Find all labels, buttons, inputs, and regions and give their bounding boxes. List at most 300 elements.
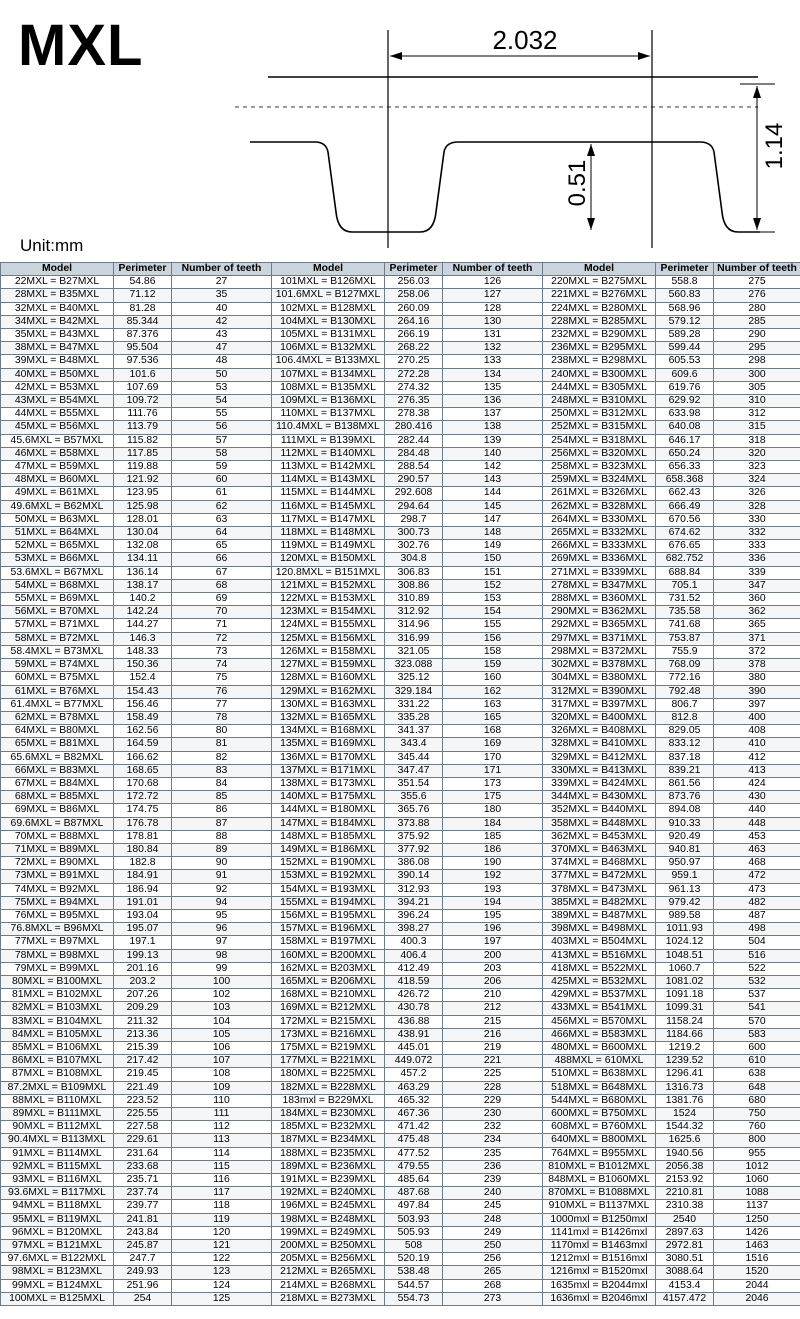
table-row (1, 421, 800, 434)
cell-model: 518MXL = B648MXL (543, 1081, 656, 1094)
cell-teeth: 184 (443, 817, 543, 830)
cell-model: 155MXL = B194MXL (272, 896, 385, 909)
cell-perimeter: 264.16 (385, 315, 443, 328)
cell-model: 130MXL = B163MXL (272, 698, 385, 711)
cell-model: 154MXL = B193MXL (272, 883, 385, 896)
cell-perimeter: 449.072 (385, 1055, 443, 1068)
cell-perimeter: 85.344 (114, 315, 172, 328)
cell-teeth: 105 (172, 1028, 272, 1041)
cell-model: 67MXL = B84MXL (1, 777, 114, 790)
cell-model: 1141mxl = B1426mxl (543, 1226, 656, 1239)
cell-perimeter: 375.92 (385, 830, 443, 843)
cell-teeth: 48 (172, 355, 272, 368)
cell-model: 248MXL = B310MXL (543, 395, 656, 408)
cell-model: 61.4MXL = B77MXL (1, 698, 114, 711)
table-row (1, 1147, 800, 1160)
cell-model: 120.8MXL = B151MXL (272, 566, 385, 579)
cell-teeth: 65 (172, 540, 272, 553)
cell-perimeter: 239.77 (114, 1200, 172, 1213)
cell-perimeter: 705.1 (656, 579, 714, 592)
cell-model: 82MXL = B103MXL (1, 1002, 114, 1015)
cell-perimeter: 979.42 (656, 896, 714, 909)
table-row (1, 474, 800, 487)
cell-perimeter: 329.184 (385, 685, 443, 698)
cell-teeth: 75 (172, 672, 272, 685)
cell-model: 43MXL = B54MXL (1, 395, 114, 408)
cell-model: 810MXL = B1012MXL (543, 1160, 656, 1173)
cell-model: 22MXL = B27MXL (1, 276, 114, 289)
table-row (1, 1174, 800, 1187)
header-model: Model (543, 263, 656, 276)
cell-teeth: 67 (172, 566, 272, 579)
cell-perimeter: 292.608 (385, 487, 443, 500)
cell-model: 90.4MXL = B113MXL (1, 1134, 114, 1147)
cell-model: 385MXL = B482MXL (543, 896, 656, 909)
table-row (1, 1055, 800, 1068)
cell-model: 433MXL = B541MXL (543, 1002, 656, 1015)
cell-model: 45MXL = B56MXL (1, 421, 114, 434)
cell-model: 191MXL = B239MXL (272, 1174, 385, 1187)
cell-teeth: 232 (443, 1121, 543, 1134)
cell-perimeter: 125.98 (114, 500, 172, 513)
cell-model: 288MXL = B360MXL (543, 593, 656, 606)
cell-teeth: 80 (172, 725, 272, 738)
cell-perimeter: 101.6 (114, 368, 172, 381)
cell-teeth: 124 (172, 1279, 272, 1292)
cell-perimeter: 132.08 (114, 540, 172, 553)
cell-model: 302MXL = B378MXL (543, 659, 656, 672)
cell-model: 138MXL = B173MXL (272, 777, 385, 790)
cell-perimeter: 479.55 (385, 1160, 443, 1173)
cell-model: 259MXL = B324MXL (543, 474, 656, 487)
cell-perimeter: 599.44 (656, 342, 714, 355)
cell-model: 49MXL = B61MXL (1, 487, 114, 500)
cell-model: 97.6MXL = B122MXL (1, 1253, 114, 1266)
cell-perimeter: 910.33 (656, 817, 714, 830)
cell-teeth: 140 (443, 447, 543, 460)
table-row (1, 342, 800, 355)
cell-perimeter: 154.43 (114, 685, 172, 698)
cell-teeth: 163 (443, 698, 543, 711)
cell-teeth: 165 (443, 711, 543, 724)
cell-model: 153MXL = B192MXL (272, 870, 385, 883)
table-row (1, 645, 800, 658)
cell-teeth: 245 (443, 1200, 543, 1213)
cell-teeth: 77 (172, 698, 272, 711)
cell-teeth: 127 (443, 289, 543, 302)
table-row (1, 1253, 800, 1266)
cell-model: 100MXL = B125MXL (1, 1292, 114, 1305)
cell-perimeter: 235.71 (114, 1174, 172, 1187)
cell-model: 123MXL = B154MXL (272, 606, 385, 619)
cell-perimeter: 950.97 (656, 857, 714, 870)
cell-teeth: 448 (714, 817, 800, 830)
cell-teeth: 570 (714, 1015, 800, 1028)
cell-model: 290MXL = B362MXL (543, 606, 656, 619)
cell-model: 236MXL = B295MXL (543, 342, 656, 355)
table-row (1, 315, 800, 328)
cell-model: 870MXL = B1088MXL (543, 1187, 656, 1200)
cell-perimeter: 121.92 (114, 474, 172, 487)
cell-teeth: 397 (714, 698, 800, 711)
cell-model: 118MXL = B148MXL (272, 527, 385, 540)
cell-perimeter: 164.59 (114, 738, 172, 751)
cell-teeth: 610 (714, 1055, 800, 1068)
cell-teeth: 200 (443, 949, 543, 962)
cell-teeth: 87 (172, 817, 272, 830)
cell-perimeter: 343.4 (385, 738, 443, 751)
cell-teeth: 82 (172, 751, 272, 764)
table-row (1, 1108, 800, 1121)
cell-model: 183mxl = B229MXL (272, 1094, 385, 1107)
cell-model: 45.6MXL = B57MXL (1, 434, 114, 447)
cell-model: 99MXL = B124MXL (1, 1279, 114, 1292)
table-row (1, 1134, 800, 1147)
cell-model: 184MXL = B230MXL (272, 1108, 385, 1121)
cell-model: 254MXL = B318MXL (543, 434, 656, 447)
cell-teeth: 360 (714, 593, 800, 606)
cell-perimeter: 130.04 (114, 527, 172, 540)
cell-model: 377MXL = B472MXL (543, 870, 656, 883)
cell-teeth: 336 (714, 553, 800, 566)
cell-perimeter: 989.58 (656, 909, 714, 922)
cell-perimeter: 688.84 (656, 566, 714, 579)
cell-perimeter: 735.58 (656, 606, 714, 619)
cell-teeth: 123 (172, 1266, 272, 1279)
cell-perimeter: 272.28 (385, 368, 443, 381)
cell-perimeter: 605.53 (656, 355, 714, 368)
cell-teeth: 532 (714, 975, 800, 988)
belt-spec-table (0, 262, 800, 1306)
cell-teeth: 230 (443, 1108, 543, 1121)
cell-teeth: 62 (172, 500, 272, 513)
cell-model: 71MXL = B89MXL (1, 843, 114, 856)
cell-perimeter: 394.21 (385, 896, 443, 909)
cell-model: 378MXL = B473MXL (543, 883, 656, 896)
cell-model: 425MXL = B532MXL (543, 975, 656, 988)
cell-perimeter: 731.52 (656, 593, 714, 606)
cell-perimeter: 406.4 (385, 949, 443, 962)
table-row (1, 553, 800, 566)
cell-model: 352MXL = B440MXL (543, 804, 656, 817)
cell-teeth: 117 (172, 1187, 272, 1200)
table-row (1, 1226, 800, 1239)
cell-perimeter: 568.96 (656, 302, 714, 315)
cell-model: 185MXL = B232MXL (272, 1121, 385, 1134)
cell-perimeter: 656.33 (656, 461, 714, 474)
table-row (1, 513, 800, 526)
cell-model: 87.2MXL = B109MXL (1, 1081, 114, 1094)
table-row (1, 936, 800, 949)
cell-teeth: 152 (443, 579, 543, 592)
cell-teeth: 473 (714, 883, 800, 896)
cell-perimeter: 278.38 (385, 408, 443, 421)
cell-perimeter: 231.64 (114, 1147, 172, 1160)
cell-model: 157MXL = B196MXL (272, 923, 385, 936)
cell-teeth: 54 (172, 395, 272, 408)
cell-perimeter: 640.08 (656, 421, 714, 434)
cell-teeth: 298 (714, 355, 800, 368)
cell-teeth: 150 (443, 553, 543, 566)
cell-perimeter: 312.93 (385, 883, 443, 896)
cell-model: 116MXL = B145MXL (272, 500, 385, 513)
cell-teeth: 96 (172, 923, 272, 936)
cell-teeth: 70 (172, 606, 272, 619)
cell-perimeter: 115.82 (114, 434, 172, 447)
cell-perimeter: 2153.92 (656, 1174, 714, 1187)
table-row (1, 461, 800, 474)
cell-teeth: 72 (172, 632, 272, 645)
cell-perimeter: 270.25 (385, 355, 443, 368)
cell-perimeter: 1219.2 (656, 1041, 714, 1054)
cell-model: 212MXL = B265MXL (272, 1266, 385, 1279)
cell-perimeter: 170.68 (114, 777, 172, 790)
table-row (1, 791, 800, 804)
cell-teeth: 90 (172, 857, 272, 870)
cell-perimeter: 538.48 (385, 1266, 443, 1279)
table-row (1, 1081, 800, 1094)
cell-perimeter: 4153.4 (656, 1279, 714, 1292)
cell-perimeter: 806.7 (656, 698, 714, 711)
cell-model: 101.6MXL = B127MXL (272, 289, 385, 302)
cell-teeth: 131 (443, 329, 543, 342)
cell-model: 69.6MXL = B87MXL (1, 817, 114, 830)
cell-teeth: 1060 (714, 1174, 800, 1187)
cell-perimeter: 873.76 (656, 791, 714, 804)
cell-perimeter: 1158.24 (656, 1015, 714, 1028)
cell-perimeter: 1316.73 (656, 1081, 714, 1094)
cell-perimeter: 290.57 (385, 474, 443, 487)
cell-model: 269MXL = B336MXL (543, 553, 656, 566)
belt-profile-diagram (0, 0, 800, 262)
cell-teeth: 63 (172, 513, 272, 526)
cell-model: 848MXL = B1060MXL (543, 1174, 656, 1187)
cell-teeth: 378 (714, 659, 800, 672)
cell-perimeter: 178.81 (114, 830, 172, 843)
cell-teeth: 154 (443, 606, 543, 619)
table-row (1, 843, 800, 856)
cell-teeth: 114 (172, 1147, 272, 1160)
header-teeth: Number of teeth (172, 263, 272, 276)
cell-perimeter: 1524 (656, 1108, 714, 1121)
cell-model: 64MXL = B80MXL (1, 725, 114, 738)
cell-teeth: 365 (714, 619, 800, 632)
cell-model: 115MXL = B144MXL (272, 487, 385, 500)
cell-perimeter: 2056.38 (656, 1160, 714, 1173)
cell-teeth: 249 (443, 1226, 543, 1239)
table-row (1, 1187, 800, 1200)
table-row (1, 302, 800, 315)
cell-perimeter: 150.36 (114, 659, 172, 672)
cell-model: 189MXL = B236MXL (272, 1160, 385, 1173)
cell-perimeter: 227.58 (114, 1121, 172, 1134)
cell-perimeter: 861.56 (656, 777, 714, 790)
cell-perimeter: 812.8 (656, 711, 714, 724)
arrow-up-small-icon (587, 144, 595, 156)
cell-model: 112MXL = B140MXL (272, 447, 385, 460)
cell-model: 93MXL = B116MXL (1, 1174, 114, 1187)
cell-teeth: 463 (714, 843, 800, 856)
cell-model: 266MXL = B333MXL (543, 540, 656, 553)
cell-teeth: 541 (714, 1002, 800, 1015)
cell-teeth: 112 (172, 1121, 272, 1134)
header-perimeter: Perimeter (114, 263, 172, 276)
cell-teeth: 2044 (714, 1279, 800, 1292)
cell-model: 192MXL = B240MXL (272, 1187, 385, 1200)
cell-teeth: 408 (714, 725, 800, 738)
cell-model: 1212mxl = B1516mxl (543, 1253, 656, 1266)
cell-model: 68MXL = B85MXL (1, 791, 114, 804)
cell-teeth: 56 (172, 421, 272, 434)
cell-model: 69MXL = B86MXL (1, 804, 114, 817)
table-row (1, 804, 800, 817)
cell-teeth: 76 (172, 685, 272, 698)
cell-model: 129MXL = B162MXL (272, 685, 385, 698)
cell-model: 80MXL = B100MXL (1, 975, 114, 988)
cell-perimeter: 505.93 (385, 1226, 443, 1239)
cell-perimeter: 314.96 (385, 619, 443, 632)
cell-perimeter: 186.94 (114, 883, 172, 896)
cell-model: 362MXL = B453MXL (543, 830, 656, 843)
cell-model: 91MXL = B114MXL (1, 1147, 114, 1160)
cell-teeth: 225 (443, 1068, 543, 1081)
cell-perimeter: 544.57 (385, 1279, 443, 1292)
cell-perimeter: 288.54 (385, 461, 443, 474)
cell-teeth: 138 (443, 421, 543, 434)
cell-model: 66MXL = B83MXL (1, 764, 114, 777)
cell-perimeter: 111.76 (114, 408, 172, 421)
cell-perimeter: 839.21 (656, 764, 714, 777)
cell-teeth: 148 (443, 527, 543, 540)
cell-teeth: 333 (714, 540, 800, 553)
cell-teeth: 47 (172, 342, 272, 355)
cell-model: 132MXL = B165MXL (272, 711, 385, 724)
cell-teeth: 115 (172, 1160, 272, 1173)
cell-teeth: 362 (714, 606, 800, 619)
cell-teeth: 290 (714, 329, 800, 342)
cell-model: 220MXL = B275MXL (543, 276, 656, 289)
cell-perimeter: 211.32 (114, 1015, 172, 1028)
cell-perimeter: 1060.7 (656, 962, 714, 975)
cell-perimeter: 213.36 (114, 1028, 172, 1041)
cell-perimeter: 256.03 (385, 276, 443, 289)
cell-perimeter: 223.52 (114, 1094, 172, 1107)
cell-perimeter: 2897.63 (656, 1226, 714, 1239)
cell-model: 358MXL = B448MXL (543, 817, 656, 830)
cell-perimeter: 323.088 (385, 659, 443, 672)
cell-teeth: 318 (714, 434, 800, 447)
cell-teeth: 347 (714, 579, 800, 592)
cell-model: 162MXL = B203MXL (272, 962, 385, 975)
cell-model: 102MXL = B128MXL (272, 302, 385, 315)
cell-model: 238MXL = B298MXL (543, 355, 656, 368)
table-row (1, 447, 800, 460)
cell-teeth: 1137 (714, 1200, 800, 1213)
cell-model: 329MXL = B412MXL (543, 751, 656, 764)
cell-perimeter: 520.19 (385, 1253, 443, 1266)
cell-model: 58.4MXL = B73MXL (1, 645, 114, 658)
cell-model: 48MXL = B60MXL (1, 474, 114, 487)
cell-perimeter: 753.87 (656, 632, 714, 645)
cell-model: 136MXL = B170MXL (272, 751, 385, 764)
cell-teeth: 600 (714, 1041, 800, 1054)
cell-perimeter: 162.56 (114, 725, 172, 738)
cell-perimeter: 71.12 (114, 289, 172, 302)
cell-perimeter: 306.83 (385, 566, 443, 579)
cell-perimeter: 294.64 (385, 500, 443, 513)
cell-teeth: 169 (443, 738, 543, 751)
cell-model: 1000mxl = B1250mxl (543, 1213, 656, 1226)
cell-perimeter: 1296.41 (656, 1068, 714, 1081)
table-row (1, 989, 800, 1002)
cell-perimeter: 182.8 (114, 857, 172, 870)
cell-teeth: 300 (714, 368, 800, 381)
cell-perimeter: 260.09 (385, 302, 443, 315)
table-row (1, 1292, 800, 1305)
cell-model: 265MXL = B332MXL (543, 527, 656, 540)
cell-perimeter: 1091.18 (656, 989, 714, 1002)
cell-model: 84MXL = B105MXL (1, 1028, 114, 1041)
cell-model: 62MXL = B78MXL (1, 711, 114, 724)
cell-model: 180MXL = B225MXL (272, 1068, 385, 1081)
cell-teeth: 100 (172, 975, 272, 988)
table-row (1, 381, 800, 394)
cell-model: 46MXL = B58MXL (1, 447, 114, 460)
cell-perimeter: 792.48 (656, 685, 714, 698)
cell-perimeter: 894.08 (656, 804, 714, 817)
cell-teeth: 193 (443, 883, 543, 896)
cell-model: 89MXL = B111MXL (1, 1108, 114, 1121)
cell-teeth: 186 (443, 843, 543, 856)
cell-model: 173MXL = B216MXL (272, 1028, 385, 1041)
cell-perimeter: 144.27 (114, 619, 172, 632)
cell-model: 252MXL = B315MXL (543, 421, 656, 434)
cell-perimeter: 341.37 (385, 725, 443, 738)
cell-model: 74MXL = B92MXL (1, 883, 114, 896)
cell-perimeter: 128.01 (114, 513, 172, 526)
cell-model: 42MXL = B53MXL (1, 381, 114, 394)
cell-model: 58MXL = B72MXL (1, 632, 114, 645)
cell-teeth: 42 (172, 315, 272, 328)
cell-model: 90MXL = B112MXL (1, 1121, 114, 1134)
cell-teeth: 84 (172, 777, 272, 790)
cell-teeth: 203 (443, 962, 543, 975)
cell-teeth: 74 (172, 659, 272, 672)
cell-perimeter: 2310.38 (656, 1200, 714, 1213)
cell-teeth: 116 (172, 1174, 272, 1187)
cell-model: 117MXL = B147MXL (272, 513, 385, 526)
cell-teeth: 88 (172, 830, 272, 843)
cell-teeth: 53 (172, 381, 272, 394)
cell-teeth: 107 (172, 1055, 272, 1068)
cell-teeth: 108 (172, 1068, 272, 1081)
table-row (1, 685, 800, 698)
cell-teeth: 170 (443, 751, 543, 764)
cell-perimeter: 148.33 (114, 645, 172, 658)
cell-model: 214MXL = B268MXL (272, 1279, 385, 1292)
cell-perimeter: 109.72 (114, 395, 172, 408)
cell-teeth: 212 (443, 1002, 543, 1015)
cell-model: 256MXL = B320MXL (543, 447, 656, 460)
cell-perimeter: 589.28 (656, 329, 714, 342)
cell-model: 106.4MXL = B133MXL (272, 355, 385, 368)
cell-model: 34MXL = B42MXL (1, 315, 114, 328)
cell-model: 389MXL = B487MXL (543, 909, 656, 922)
cell-perimeter: 465.32 (385, 1094, 443, 1107)
cell-teeth: 113 (172, 1134, 272, 1147)
table-row (1, 870, 800, 883)
height-dimension-label: 1.14 (761, 122, 788, 170)
